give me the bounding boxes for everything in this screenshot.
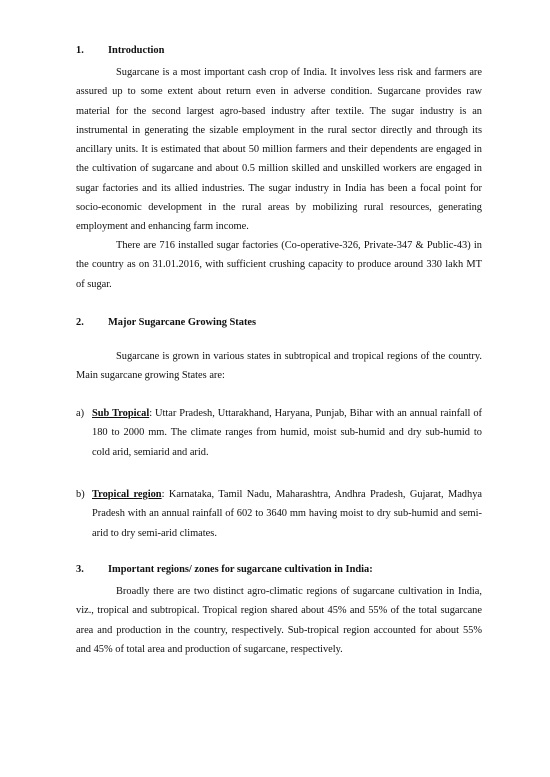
section-2-intro: Sugarcane is grown in various states in subtropical and tropical regions of the country. Main sugarcane growing States are: [76,351,482,382]
section-1-number: 1. [76,45,84,56]
list-item-text: : Karnataka, Tamil Nadu, Maharashtra, Andhra Pradesh, Gujarat, Madhya Pradesh with an annual rainfall of 602 to 3640 mm having moist to dry sub-humid and semi-arid to dry semi-arid climates. [92,489,483,539]
section-3-paragraph: Broadly there are two distinct agro-climatic regions of sugarcane cultivation in India, viz., tropical and subtropical. Tropical region shared about 45% and 55% of the total sugarcane area and production in the country, respectively. Sub-tropical region accounted for about 55% and 45% of total area and production of sugarcane, respectively. [76,586,482,655]
section-2-heading [76,316,256,330]
list-item-term: Tropical region [92,489,162,500]
list-marker: b) [76,489,85,500]
list-item-term: Sub Tropical [92,408,150,419]
list-marker: a) [76,408,85,419]
section-1-paragraph-1: Sugarcane is a most important cash crop of India. It involves less risk and farmers are assured up to some extent about return even in adverse condition. Sugarcane provides raw material for the second largest agro-based industry after textile. The sugar industry is an instrumental in generating the sizable employment in the rural sector directly and through its ancillary units. It is estimated that about 50 million farmers and their dependents are engaged in the cultivation of sugarcane and about 0.5 million skilled and unskilled workers are engaged in sugar factories and its allied industries. The sugar industry in India has been a focal point for socio-economic development in the rural areas by mobilizing rural resources, generating employment and enhancing farm income. [76,67,482,233]
list-item-sub-tropical [76,404,482,462]
section-3-heading [76,563,373,577]
list-item-text: : Uttar Pradesh, Uttarakhand, Haryana, Punjab, Bihar with an annual rainfall of 180 to 2000 mm. The climate ranges from humid, moist sub-humid and dry sub-humid to cold arid, semiarid and arid. [92,408,482,458]
section-3-number: 3. [76,564,84,575]
list-item-tropical-region [76,485,482,543]
section-2-number: 2. [76,317,84,328]
section-3-title: Important regions/ zones for sugarcane cultivation in India: [108,564,373,575]
section-1-paragraph-2: There are 716 installed sugar factories (Co-operative-326, Private-347 & Public-43) in the country as on 31.01.2016, with sufficient crushing capacity to produce around 330 lakh MT of sugar. [76,240,482,290]
section-2-title: Major Sugarcane Growing States [108,317,257,328]
section-1-title: Introduction [108,45,165,56]
section-1-heading [76,44,164,58]
